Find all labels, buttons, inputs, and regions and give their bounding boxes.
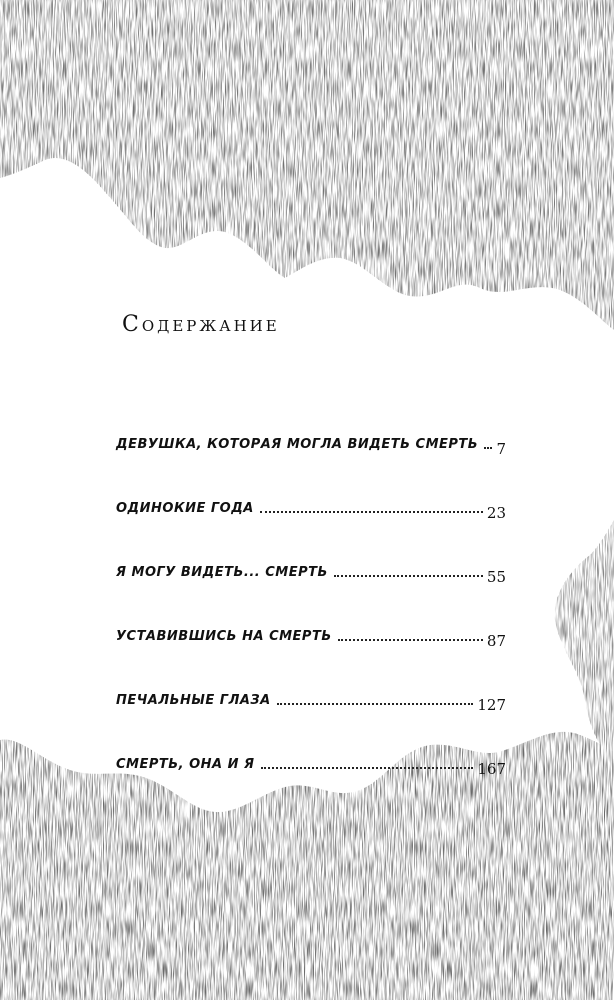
toc-entry-label: ДЕВУШКА, КОТОРАЯ МОГЛА ВИДЕТЬ СМЕРТЬ [116,437,479,452]
dot-leader [338,638,483,641]
toc-entry-label: ОДИНОКИЕ ГОДА [116,501,254,516]
table-of-contents [116,398,506,782]
toc-entry [116,462,506,526]
toc-entry-page: 55 [486,568,506,586]
toc-entry-page: 23 [486,504,506,522]
dot-leader [277,702,474,705]
toc-entry [116,590,506,654]
toc-entry [116,718,506,782]
toc-entry-label: ПЕЧАЛЬНЫЕ ГЛАЗА [116,693,271,708]
top-texture-region [0,0,614,330]
dot-leader [260,510,483,513]
toc-entry-label: Я МОГУ ВИДЕТЬ... СМЕРТЬ [116,565,328,580]
toc-entry [116,398,506,462]
dot-leader [261,766,474,769]
dot-leader [334,574,483,577]
toc-entry-page: 87 [486,632,506,650]
toc-entry-label: УСТАВИВШИСЬ НА СМЕРТЬ [116,629,332,644]
page-title: Содержание [122,312,280,337]
toc-entry-label: СМЕРТЬ, ОНА И Я [116,757,255,772]
toc-entry [116,654,506,718]
toc-entry-page: 7 [496,440,506,458]
right-texture-strip [555,520,614,760]
dot-leader [484,446,492,449]
toc-entry [116,526,506,590]
toc-entry-page: 167 [477,760,506,778]
toc-entry-page: 127 [477,696,506,714]
